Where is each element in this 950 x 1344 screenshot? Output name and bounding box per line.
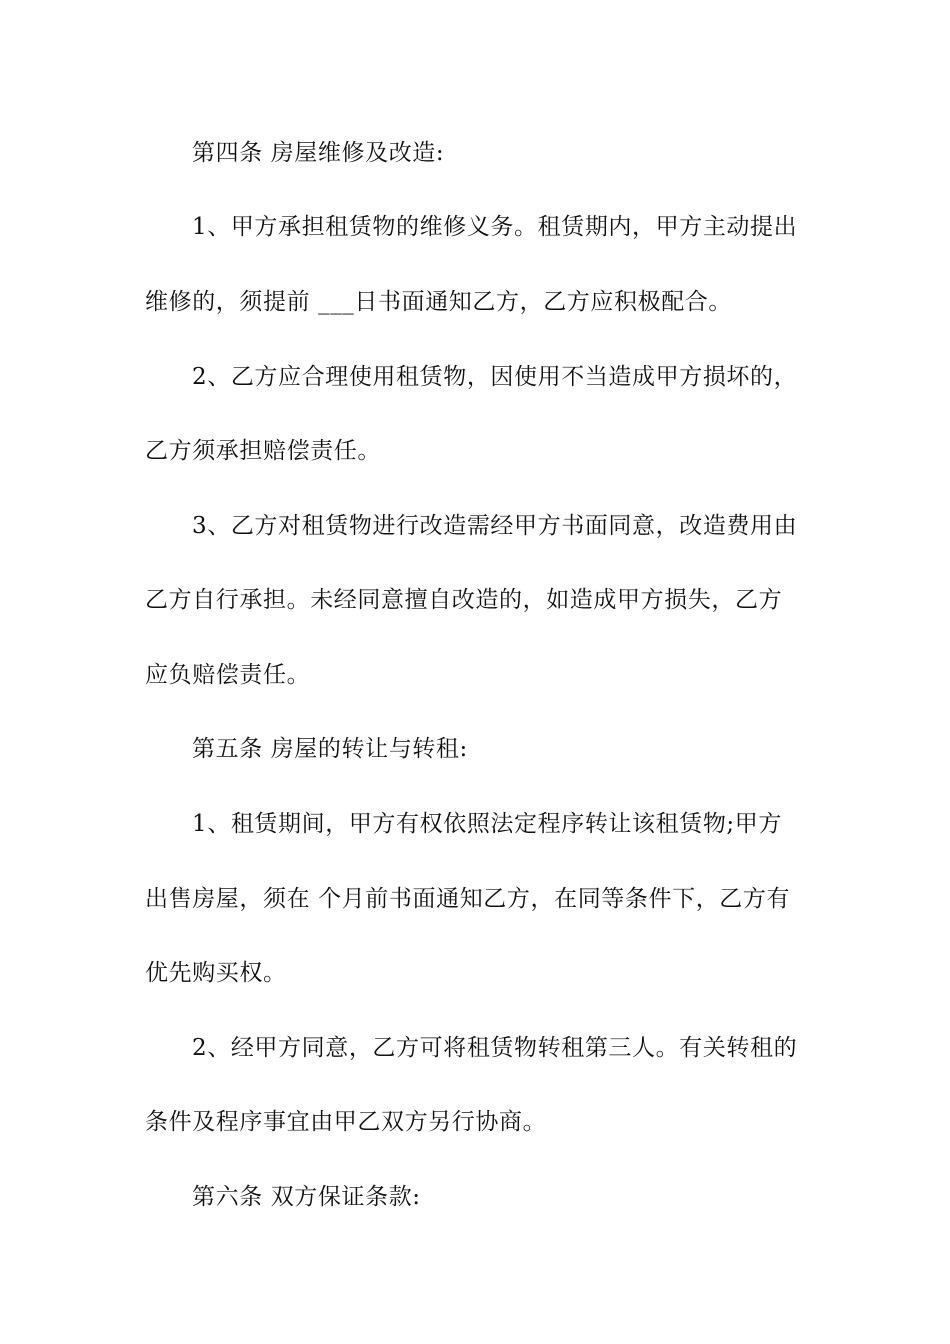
paragraph-line: 1、甲方承担租赁物的维修义务。租赁期内，甲方主动提出 [192,214,798,240]
article-4-heading: 第四条 房屋维修及改造: [192,140,445,166]
article-6-heading: 第六条 双方保证条款: [192,1184,421,1210]
paragraph-line: 应负赔偿责任。 [145,662,311,688]
paragraph-line: 出售房屋，须在 个月前书面通知乙方，在同等条件下，乙方有 [145,886,791,912]
paragraph-line: 乙方自行承担。未经同意擅自改造的，如造成甲方损失，乙方 [145,587,783,613]
paragraph-line: 乙方须承担赔偿责任。 [145,438,381,464]
paragraph-line: 维修的，须提前 ___日书面通知乙方，乙方应积极配合。 [145,289,733,315]
paragraph-line: 条件及程序事宜由甲乙双方另行协商。 [145,1109,547,1135]
paragraph-line: 2、乙方应合理使用租赁物，因使用不当造成甲方损坏的， [192,364,798,390]
paragraph-line: 1、租赁期间，甲方有权依照法定程序转让该租赁物;甲方 [192,811,782,837]
paragraph-line: 3、乙方对租赁物进行改造需经甲方书面同意，改造费用由 [192,513,798,539]
paragraph-line: 2、经甲方同意，乙方可将租赁物转租第三人。有关转租的 [192,1035,798,1061]
paragraph-line: 优先购买权。 [145,960,287,986]
article-5-heading: 第五条 房屋的转让与转租: [192,736,468,762]
